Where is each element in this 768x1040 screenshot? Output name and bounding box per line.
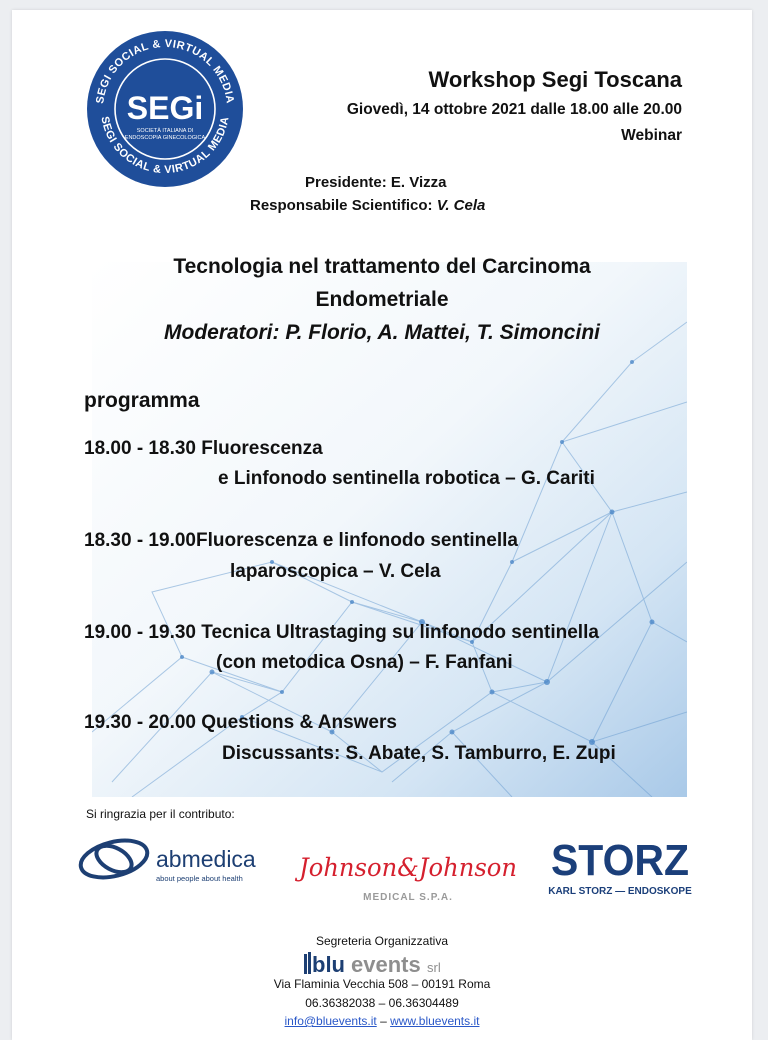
president-line — [305, 174, 446, 191]
logo-ring-text-bottom: SEGI SOCIAL & VIRTUAL MEDIA — [98, 115, 232, 177]
sponsor-label: Si ringrazia per il contributo: — [86, 807, 235, 821]
workshop-mode: Webinar — [621, 127, 682, 144]
moderators: Moderatori: P. Florio, A. Mattei, T. Simoncini — [164, 321, 600, 344]
theme-title-line2: Endometriale — [315, 288, 449, 311]
workshop-date: Giovedì, 14 ottobre 2021 dalle 18.00 alle 20.00 — [346, 101, 682, 118]
president-label: Presidente: — [305, 174, 387, 191]
program-item-2 — [84, 530, 518, 552]
scientific-name: V. Cela — [436, 197, 486, 214]
theme-title-line1: Tecnologia nel trattamento del Carcinoma — [173, 255, 591, 278]
footer-phones: 06.36382038 – 06.36304489 — [305, 996, 459, 1010]
email-link[interactable]: info@bluevents.it — [284, 1014, 377, 1028]
logo-subtitle-2: ENDOSCOPIA GINECOLOGICA — [124, 135, 206, 141]
program-title: Questions & Answers — [201, 712, 397, 733]
program-time: 19.30 - 20.00 — [84, 712, 196, 733]
footer-contacts — [12, 1014, 752, 1028]
program-title: Fluorescenza e linfonodo sentinella — [195, 530, 518, 551]
abmedica-logo — [76, 835, 281, 887]
segi-logo — [85, 29, 245, 189]
brand-srl: srl — [427, 960, 441, 975]
segreteria-label: Segreteria Organizzativa — [315, 934, 449, 948]
program-detail: laparoscopica – V. Cela — [230, 561, 441, 582]
program-detail: e Linfonodo sentinella robotica – G. Cariti — [218, 468, 595, 489]
logo-ring-text: SEGI SOCIAL & VIRTUAL MEDIA — [94, 37, 236, 105]
program-time: 18.30 - 19.00 — [84, 530, 196, 551]
program-title: Tecnica Ultrastaging su linfonodo sentinella — [201, 622, 599, 643]
brand-blu: blu — [312, 952, 345, 976]
program-detail: (con metodica Osna) – F. Fanfani — [216, 652, 513, 673]
program-heading: programma — [84, 389, 200, 412]
program-item-1 — [84, 438, 323, 460]
program-time: 18.00 - 18.30 — [84, 438, 196, 459]
storz-sub: KARL STORZ — ENDOSKOPE — [548, 886, 692, 897]
program-item-4 — [84, 712, 397, 734]
brand-events: events — [351, 952, 421, 976]
jnj-name: Johnson&Johnson — [294, 853, 517, 882]
jnj-sub: MEDICAL S.P.A. — [363, 892, 453, 903]
bluevents-logo — [304, 948, 464, 976]
abmedica-tagline: about people about health — [156, 874, 243, 883]
president-name: E. Vizza — [390, 174, 447, 191]
logo-brand: SEGi — [126, 90, 204, 126]
storz-name: STORZ — [551, 836, 689, 885]
storz-logo — [532, 832, 702, 902]
website-link[interactable]: www.bluevents.it — [390, 1014, 480, 1028]
program-detail: Discussants: S. Abate, S. Tamburro, E. Zupi — [222, 743, 616, 764]
scientific-label: Responsabile Scientifico: — [250, 197, 433, 214]
program-title: Fluorescenza — [201, 438, 323, 459]
logo-subtitle-1: SOCIETÀ ITALIANA DI — [136, 128, 194, 134]
jnj-logo — [294, 840, 522, 910]
scientific-line — [250, 197, 485, 214]
footer-separator: – — [376, 1014, 391, 1028]
workshop-title: Workshop Segi Toscana — [428, 67, 682, 92]
abmedica-name: abmedica — [156, 846, 256, 872]
program-item-3 — [84, 622, 599, 644]
footer-address: Via Flaminia Vecchia 508 – 00191 Roma — [273, 977, 491, 991]
program-time: 19.00 - 19.30 — [84, 622, 196, 643]
event-flyer — [12, 10, 752, 1040]
